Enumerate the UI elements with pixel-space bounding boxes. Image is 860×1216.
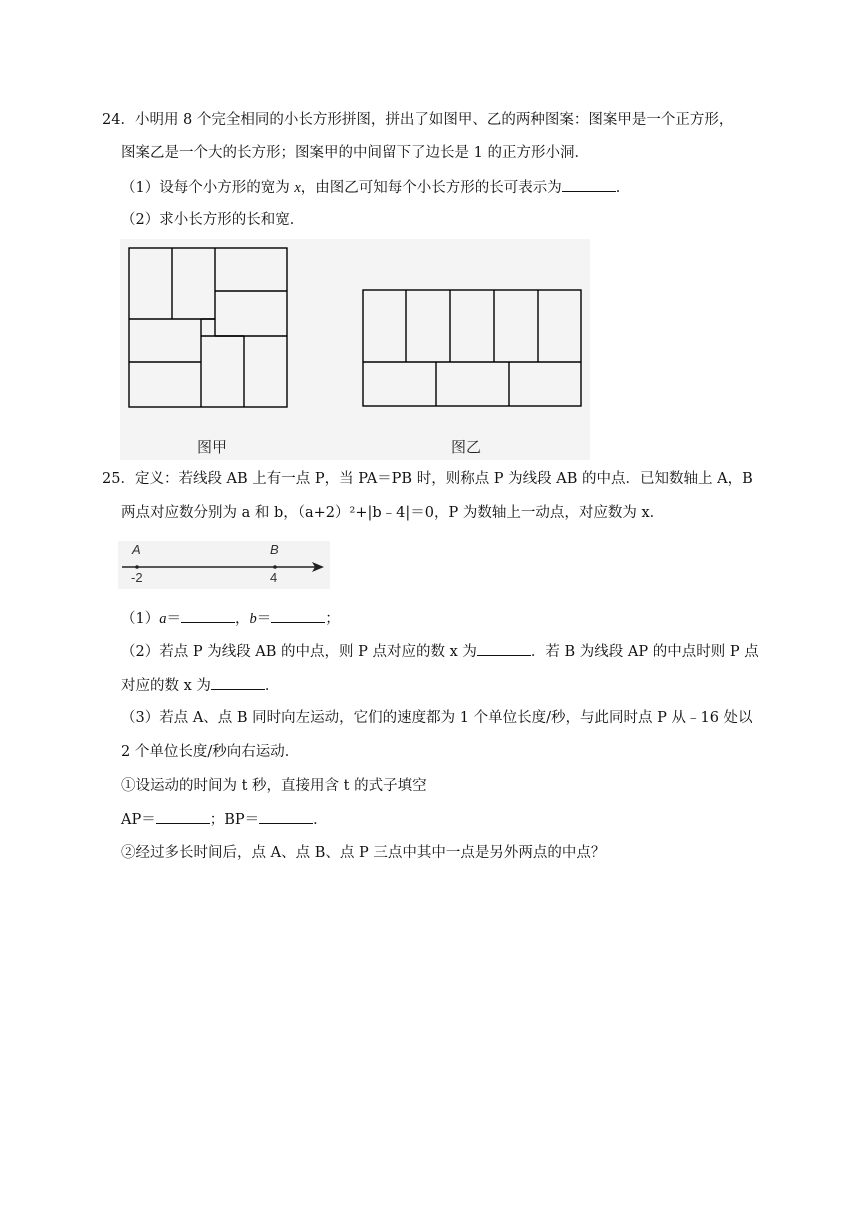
point-b-label: B [270, 542, 279, 557]
point-a-dot [135, 565, 139, 569]
q25-number: 25． [102, 471, 135, 487]
q24-number: 24． [102, 112, 135, 128]
rectangle-tiling-figures [120, 239, 590, 460]
q24-part1-blank[interactable] [562, 177, 616, 192]
jia-outer-square [129, 248, 287, 407]
q25-blank-a[interactable] [181, 608, 235, 623]
q25-part2-line2 [121, 675, 279, 696]
q24-part1-text-b: ，由图乙可知每个小长方形的长可表示为 [300, 180, 562, 196]
point-a-label: A [132, 542, 141, 557]
q24-part2: （2）求小长方形的长和宽． [121, 212, 305, 228]
q25-sub1-end: ． [313, 812, 328, 828]
q25-sub1-line2 [121, 809, 328, 830]
figure-yi-caption: 图乙 [451, 438, 482, 456]
q25-var-b: b [249, 611, 257, 627]
q25-part1-sep: ， [234, 611, 250, 627]
q25-part2-text-c: 对应的数 x 为 [121, 678, 211, 694]
q25-part1 [121, 608, 340, 629]
point-a-value: -2 [131, 570, 143, 585]
q25-part3-line2: 2 个单位长度/秒向右运动． [121, 744, 300, 760]
q25-ap-label: AP＝ [121, 812, 156, 828]
q24-line2: 图案乙是一个大的长方形；图案甲的中间留下了边长是 1 的正方形小洞． [121, 145, 589, 161]
q25-part2-line1 [121, 641, 759, 662]
q24-figures [120, 239, 590, 460]
q24-part1 [121, 177, 630, 198]
q25-part1-end: ； [325, 611, 340, 627]
figure-jia-caption: 图甲 [197, 438, 228, 456]
q25-sub1-sep: ； [209, 812, 225, 828]
q24-stem-1: 小明用 8 个完全相同的小长方形拼图，拼出了如图甲、乙的两种图案：图案甲是一个正方形， [134, 112, 734, 128]
q24-part1-end: ． [615, 180, 631, 196]
q25-part2-text-b: ．若 B 为线段 AP 的中点时则 P 点 [530, 644, 759, 660]
q25-var-a: a [159, 611, 167, 627]
q25-part2-end: ． [264, 678, 280, 694]
q25-sub2: ②经过多长时间后，点 A、点 B、点 P 三点中其中一点是另外两点的中点？ [121, 845, 606, 861]
point-b-value: 4 [270, 570, 278, 585]
q25-blank-b[interactable] [271, 608, 325, 623]
q25-part2-blank-2[interactable] [211, 675, 265, 690]
q25-stem-1: 定义：若线段 AB 上有一点 P，当 PA＝PB 时，则称点 P 为线段 AB 的中点．已知数轴上 A，B [134, 471, 753, 487]
q25-sub1-line1: ①设运动的时间为 t 秒，直接用含 t 的式子填空 [121, 778, 427, 794]
number-line [118, 541, 330, 589]
figure-yi [363, 290, 581, 406]
q25-line2: 两点对应数分别为 a 和 b，（a+2）²+|b﹣4|＝0，P 为数轴上一动点，对应数为 x． [121, 505, 665, 521]
q24-part1-var: x [294, 180, 301, 196]
q25-eq-b: ＝ [256, 611, 272, 627]
number-line-graphic [118, 541, 330, 589]
q25-part2-text-a: （2）若点 P 为线段 AB 的中点，则 P 点对应的数 x 为 [121, 644, 477, 660]
q25-bp-blank[interactable] [259, 809, 313, 824]
q25-bp-label: BP＝ [224, 812, 260, 828]
q25-ap-blank[interactable] [156, 809, 210, 824]
q25-part2-blank-1[interactable] [477, 641, 531, 656]
q25-line1 [102, 469, 753, 489]
q25-eq-a: ＝ [166, 611, 181, 627]
figure-jia [129, 248, 287, 407]
q24-line1 [102, 110, 733, 130]
q25-part3-line1: （3）若点 A、点 B 同时向左运动，它们的速度都为 1 个单位长度/秒，与此同时点 P 从﹣16 处以 [121, 710, 753, 726]
q25-part1-label: （1） [121, 611, 160, 627]
q24-part1-text-a: （1）设每个小方形的宽为 [121, 180, 295, 196]
point-b-dot [273, 565, 277, 569]
yi-outer-rect [363, 290, 581, 406]
